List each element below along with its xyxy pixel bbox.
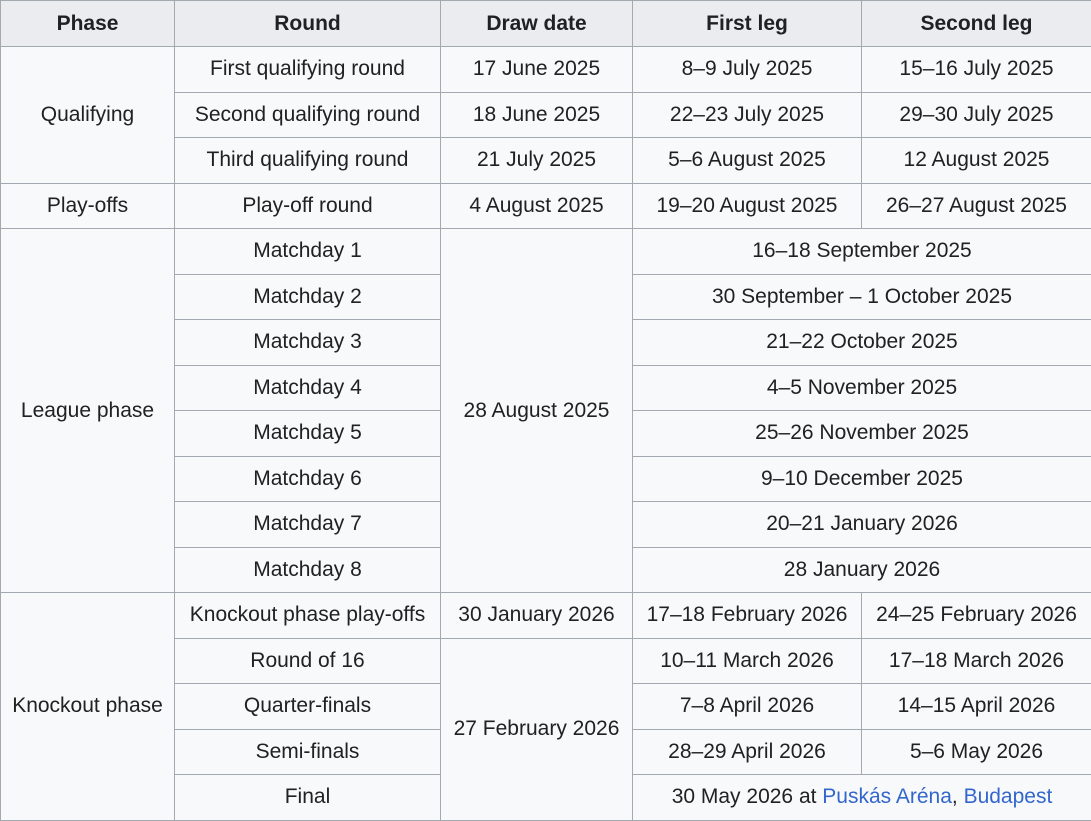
round-cell: Matchday 1 (175, 229, 441, 275)
second-leg-cell: 12 August 2025 (862, 138, 1091, 184)
second-leg-cell: 14–15 April 2026 (862, 684, 1091, 730)
second-leg-cell: 5–6 May 2026 (862, 729, 1091, 775)
first-leg-cell: 7–8 April 2026 (633, 684, 862, 730)
table-row (1, 229, 1091, 275)
second-leg-cell: 24–25 February 2026 (862, 593, 1091, 639)
matchday-dates-cell: 21–22 October 2025 (633, 320, 1091, 366)
first-leg-cell: 8–9 July 2025 (633, 47, 862, 93)
round-cell: Matchday 5 (175, 411, 441, 457)
round-cell: Final (175, 775, 441, 821)
final-date-text: 30 May 2026 at (671, 785, 823, 809)
phase-knockout: Knockout phase (1, 593, 175, 821)
draw-date-cell: 28 August 2025 (441, 229, 633, 593)
header-draw-date: Draw date (441, 1, 633, 47)
draw-date-cell: 4 August 2025 (441, 183, 633, 229)
phase-playoffs: Play-offs (1, 183, 175, 229)
first-leg-cell: 22–23 July 2025 (633, 92, 862, 138)
table-row (1, 183, 1091, 229)
phase-league: League phase (1, 229, 175, 593)
first-leg-cell: 5–6 August 2025 (633, 138, 862, 184)
round-cell: Second qualifying round (175, 92, 441, 138)
city-link[interactable]: Budapest (963, 785, 1053, 809)
round-cell: Play-off round (175, 183, 441, 229)
final-separator: , (951, 785, 964, 809)
venue-link[interactable]: Puskás Aréna (822, 785, 952, 809)
round-cell: Matchday 4 (175, 365, 441, 411)
first-leg-cell: 28–29 April 2026 (633, 729, 862, 775)
draw-date-cell: 27 February 2026 (441, 638, 633, 820)
round-cell: Third qualifying round (175, 138, 441, 184)
matchday-dates-cell: 16–18 September 2025 (633, 229, 1091, 275)
header-round: Round (175, 1, 441, 47)
round-cell: Matchday 7 (175, 502, 441, 548)
matchday-dates-cell: 9–10 December 2025 (633, 456, 1091, 502)
draw-date-cell: 30 January 2026 (441, 593, 633, 639)
header-first-leg: First leg (633, 1, 862, 47)
round-cell: Knockout phase play-offs (175, 593, 441, 639)
matchday-dates-cell: 20–21 January 2026 (633, 502, 1091, 548)
matchday-dates-cell: 4–5 November 2025 (633, 365, 1091, 411)
first-leg-cell: 17–18 February 2026 (633, 593, 862, 639)
second-leg-cell: 17–18 March 2026 (862, 638, 1091, 684)
round-cell: Semi-finals (175, 729, 441, 775)
draw-date-cell: 18 June 2025 (441, 92, 633, 138)
round-cell: Matchday 8 (175, 547, 441, 593)
header-phase: Phase (1, 1, 175, 47)
matchday-dates-cell: 28 January 2026 (633, 547, 1091, 593)
first-leg-cell: 10–11 March 2026 (633, 638, 862, 684)
round-cell: Matchday 3 (175, 320, 441, 366)
phase-qualifying: Qualifying (1, 47, 175, 184)
draw-date-cell: 21 July 2025 (441, 138, 633, 184)
round-cell: Matchday 2 (175, 274, 441, 320)
header-second-leg: Second leg (862, 1, 1091, 47)
table-row (1, 47, 1091, 93)
second-leg-cell: 29–30 July 2025 (862, 92, 1091, 138)
second-leg-cell: 15–16 July 2025 (862, 47, 1091, 93)
final-dates-cell (633, 775, 1091, 821)
table-row (1, 593, 1091, 639)
draw-date-cell: 17 June 2025 (441, 47, 633, 93)
second-leg-cell: 26–27 August 2025 (862, 183, 1091, 229)
first-leg-cell: 19–20 August 2025 (633, 183, 862, 229)
matchday-dates-cell: 30 September – 1 October 2025 (633, 274, 1091, 320)
round-cell: Matchday 6 (175, 456, 441, 502)
matchday-dates-cell: 25–26 November 2025 (633, 411, 1091, 457)
round-cell: Quarter-finals (175, 684, 441, 730)
header-row (1, 1, 1091, 47)
round-cell: First qualifying round (175, 47, 441, 93)
round-cell: Round of 16 (175, 638, 441, 684)
